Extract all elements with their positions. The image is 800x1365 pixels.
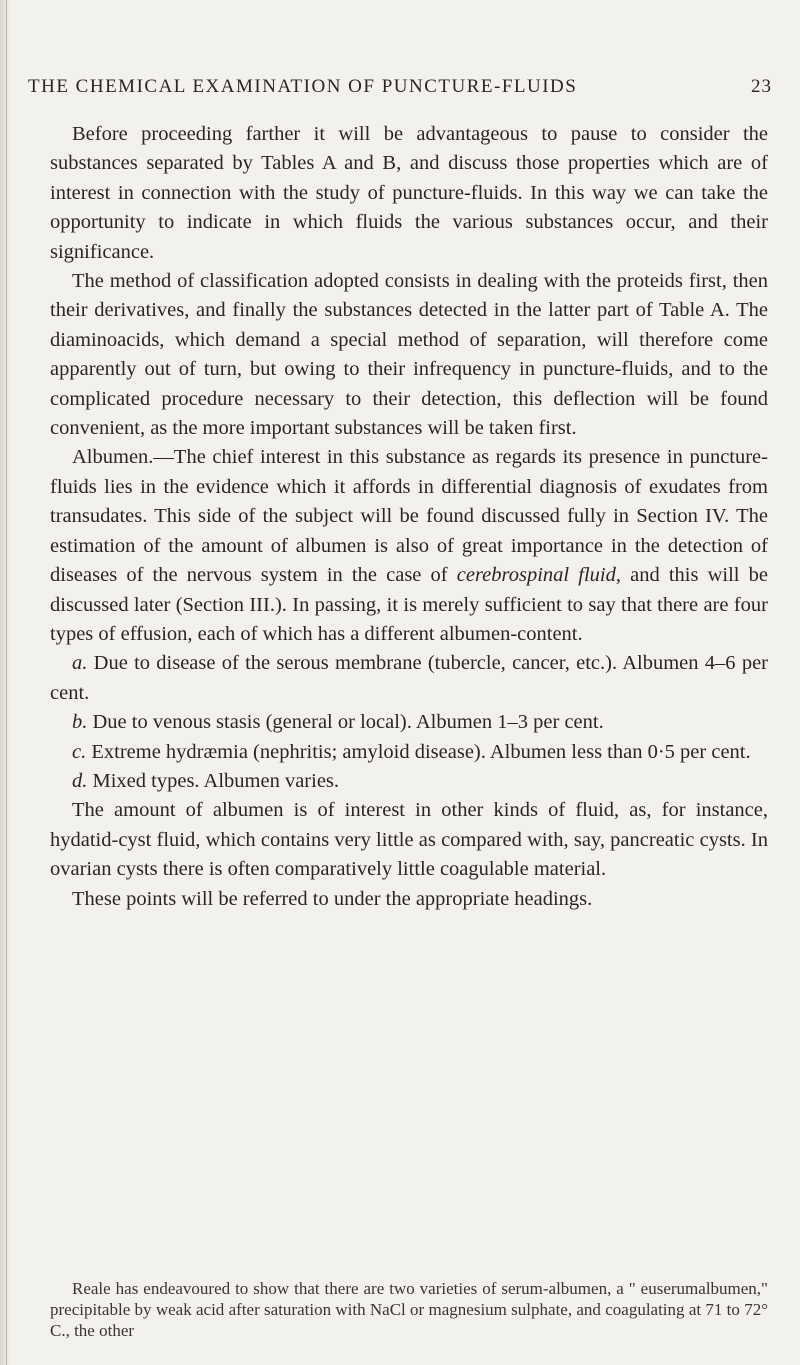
footnote-text: Reale has endeavoured to show that there are two varieties of serum-albumen, a " euserumalbumen," precipitable by weak acid after saturation with NaCl or magnesium sulphate, and coagulating at 71 to 72° C., the other [50,1279,768,1340]
list-item [50,708,768,737]
paragraph: Before proceeding farther it will be advantageous to pause to consider the substances separated by Tables A and B, and discuss those properties which are of interest in connection with the study of puncture-fluids. In this way we can take the opportunity to indicate in which fluids the various substances occur, and their significance. [50,123,768,263]
item-text: Due to disease of the serous membrane (tubercle, cancer, etc.). Albumen 4–6 per cent. [50,652,768,704]
page-edge-line [6,0,7,1365]
footnote [50,1278,768,1341]
list-item [50,767,768,796]
item-letter: a. [72,652,88,675]
item-letter: c. [72,740,87,763]
page-edge [0,0,10,1365]
running-header [28,76,772,98]
body-text [50,120,768,914]
paragraph: The method of classification adopted consists in dealing with the proteids first, then their derivatives, and finally the substances detected in the latter part of Table A. The diaminoacids, which demand a special method of separation, will therefore come apparently out of turn, but owing to their infrequency in puncture-fluids, and to the complicated procedure necessary to their detection, this deflection will be found convenient, as the more important substances will be taken first. [50,270,768,440]
item-text: Due to venous stasis (general or local). Albumen 1–3 per cent. [87,711,604,734]
italic-term: cerebrospinal fluid, [456,564,621,587]
list-item [50,738,768,767]
item-text: Mixed types. Albumen varies. [87,769,340,792]
list-item [50,649,768,708]
paragraph-albumen [50,443,768,649]
running-title: THE CHEMICAL EXAMINATION OF PUNCTURE-FLUIDS [28,76,578,97]
item-letter: d. [72,769,88,792]
item-text: Extreme hydræmia (nephritis; amyloid disease). Albumen less than 0·5 per cent. [86,740,751,763]
paragraph: These points will be referred to under the appropriate headings. [72,887,593,910]
section-heading: Albumen. [72,446,154,469]
item-letter: b. [72,711,88,734]
paragraph: The amount of albumen is of interest in other kinds of fluid, as, for instance, hydatid-cyst fluid, which contains very little as compared with, say, pancreatic cysts. In ovarian cysts there is often comparatively little coagulable material. [50,799,768,881]
text-run: —The chief interest in this substance as regards its presence in puncture-fluids lies in the evidence which it affords in differential diagnosis of exudates from transudates. This side of the subject will be found discussed fully in Section IV. The estimation of the amount of albumen is also of great importance in the detection of diseases of the nervous system in the case of [50,446,768,587]
page-number: 23 [751,76,772,97]
text-run: and this will be discussed later (Section III.). In passing, it is merely sufficient to say that there are four types of effusion, each of which has a different albumen-content. [50,564,768,645]
